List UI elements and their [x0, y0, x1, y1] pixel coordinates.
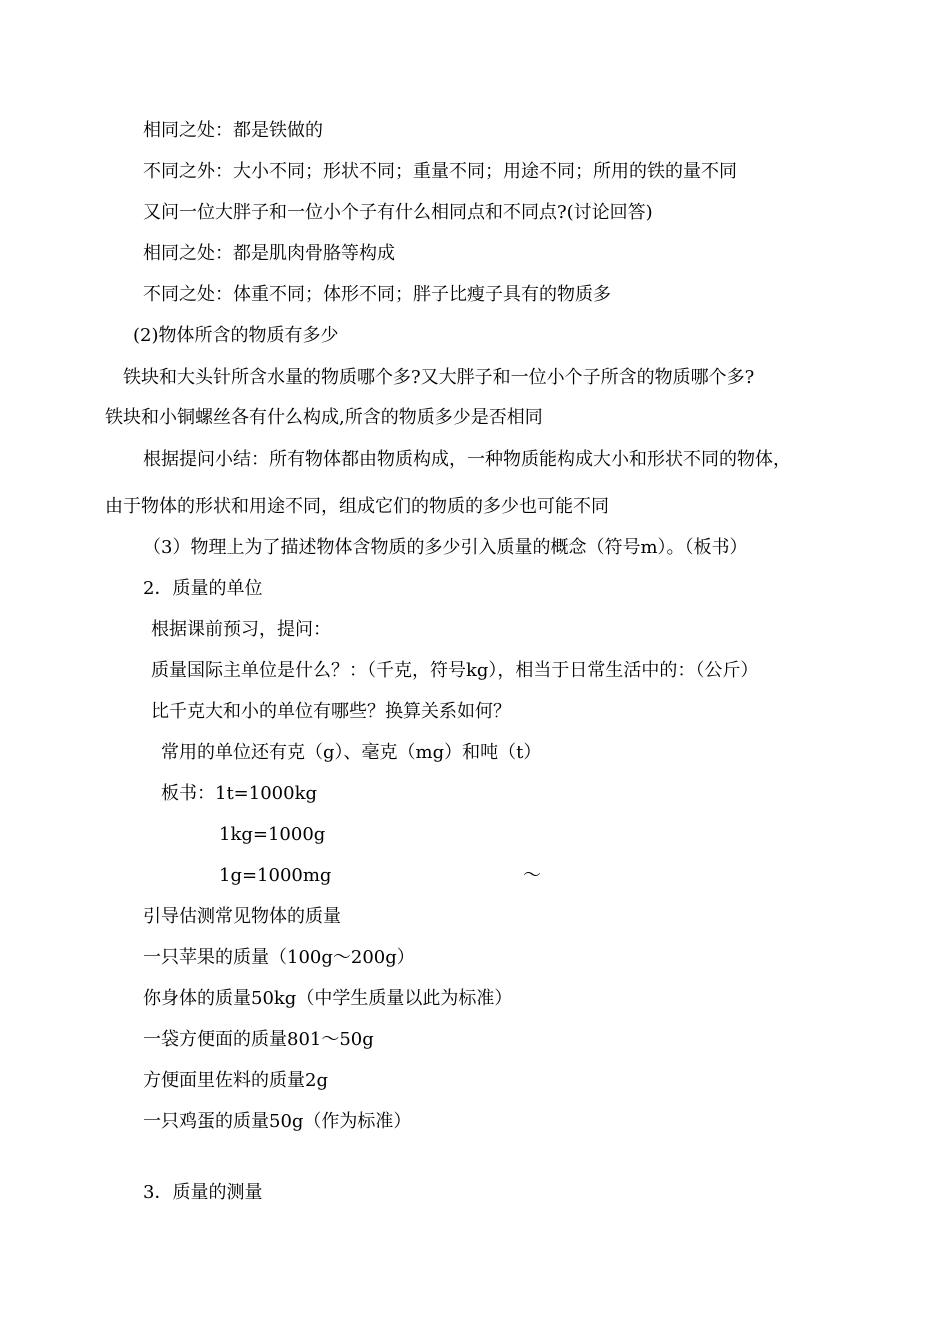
text-line: 你身体的质量50kg（中学生质量以此为标准）	[143, 988, 513, 1009]
section-heading: 3．质量的测量	[143, 1182, 263, 1203]
text-line: 根据课前预习，提问：	[151, 619, 331, 640]
text-line: 不同之处：体重不同；体形不同；胖子比瘦子具有的物质多	[143, 284, 611, 305]
text-line: 由于物体的形状和用途不同，组成它们的物质的多少也可能不同	[105, 496, 609, 517]
text-line: 1kg=1000g	[219, 824, 326, 845]
text-line: 根据提问小结：所有物体都由物质构成，一种物质能构成大小和形状不同的物体，	[143, 449, 791, 470]
text-line: 常用的单位还有克（g）、毫克（mg）和吨（t）	[161, 742, 542, 763]
section-heading: 2．质量的单位	[143, 578, 263, 599]
text-line: 1g=1000mg	[219, 865, 332, 886]
text-line: 又问一位大胖子和一位小个子有什么相同点和不同点?(讨论回答)	[143, 202, 653, 223]
text-line: （3）物理上为了描述物体含物质的多少引入质量的概念（符号m）。（板书）	[143, 537, 748, 558]
text-line: 不同之外：大小不同；形状不同；重量不同；用途不同；所用的铁的量不同	[143, 161, 737, 182]
text-line: 一只鸡蛋的质量50g（作为标准）	[143, 1111, 412, 1132]
text-line: 质量国际主单位是什么？：（千克，符号kg），相当于日常生活中的：（公斤）	[151, 660, 759, 681]
text-line: 一袋方便面的质量801～50g	[143, 1029, 374, 1050]
text-line: 铁块和小铜螺丝各有什么构成,所含的物质多少是否相同	[105, 407, 543, 428]
text-line: 比千克大和小的单位有哪些？换算关系如何？	[151, 701, 511, 722]
text-line: 引导估测常见物体的质量	[143, 906, 341, 927]
text-line: 一只苹果的质量（100g～200g）	[143, 947, 415, 968]
tilde-mark: ～	[523, 865, 541, 886]
text-line: 相同之处：都是铁做的	[143, 120, 323, 141]
text-line: 方便面里佐料的质量2g	[143, 1070, 328, 1091]
text-line: 铁块和大头针所含水量的物质哪个多?又大胖子和一位小个子所含的物质哪个多?	[123, 367, 755, 388]
text-line: (2)物体所含的物质有多少	[133, 325, 339, 346]
text-line: 相同之处：都是肌肉骨胳等构成	[143, 243, 395, 264]
text-line: 板书：1t=1000kg	[161, 783, 318, 804]
